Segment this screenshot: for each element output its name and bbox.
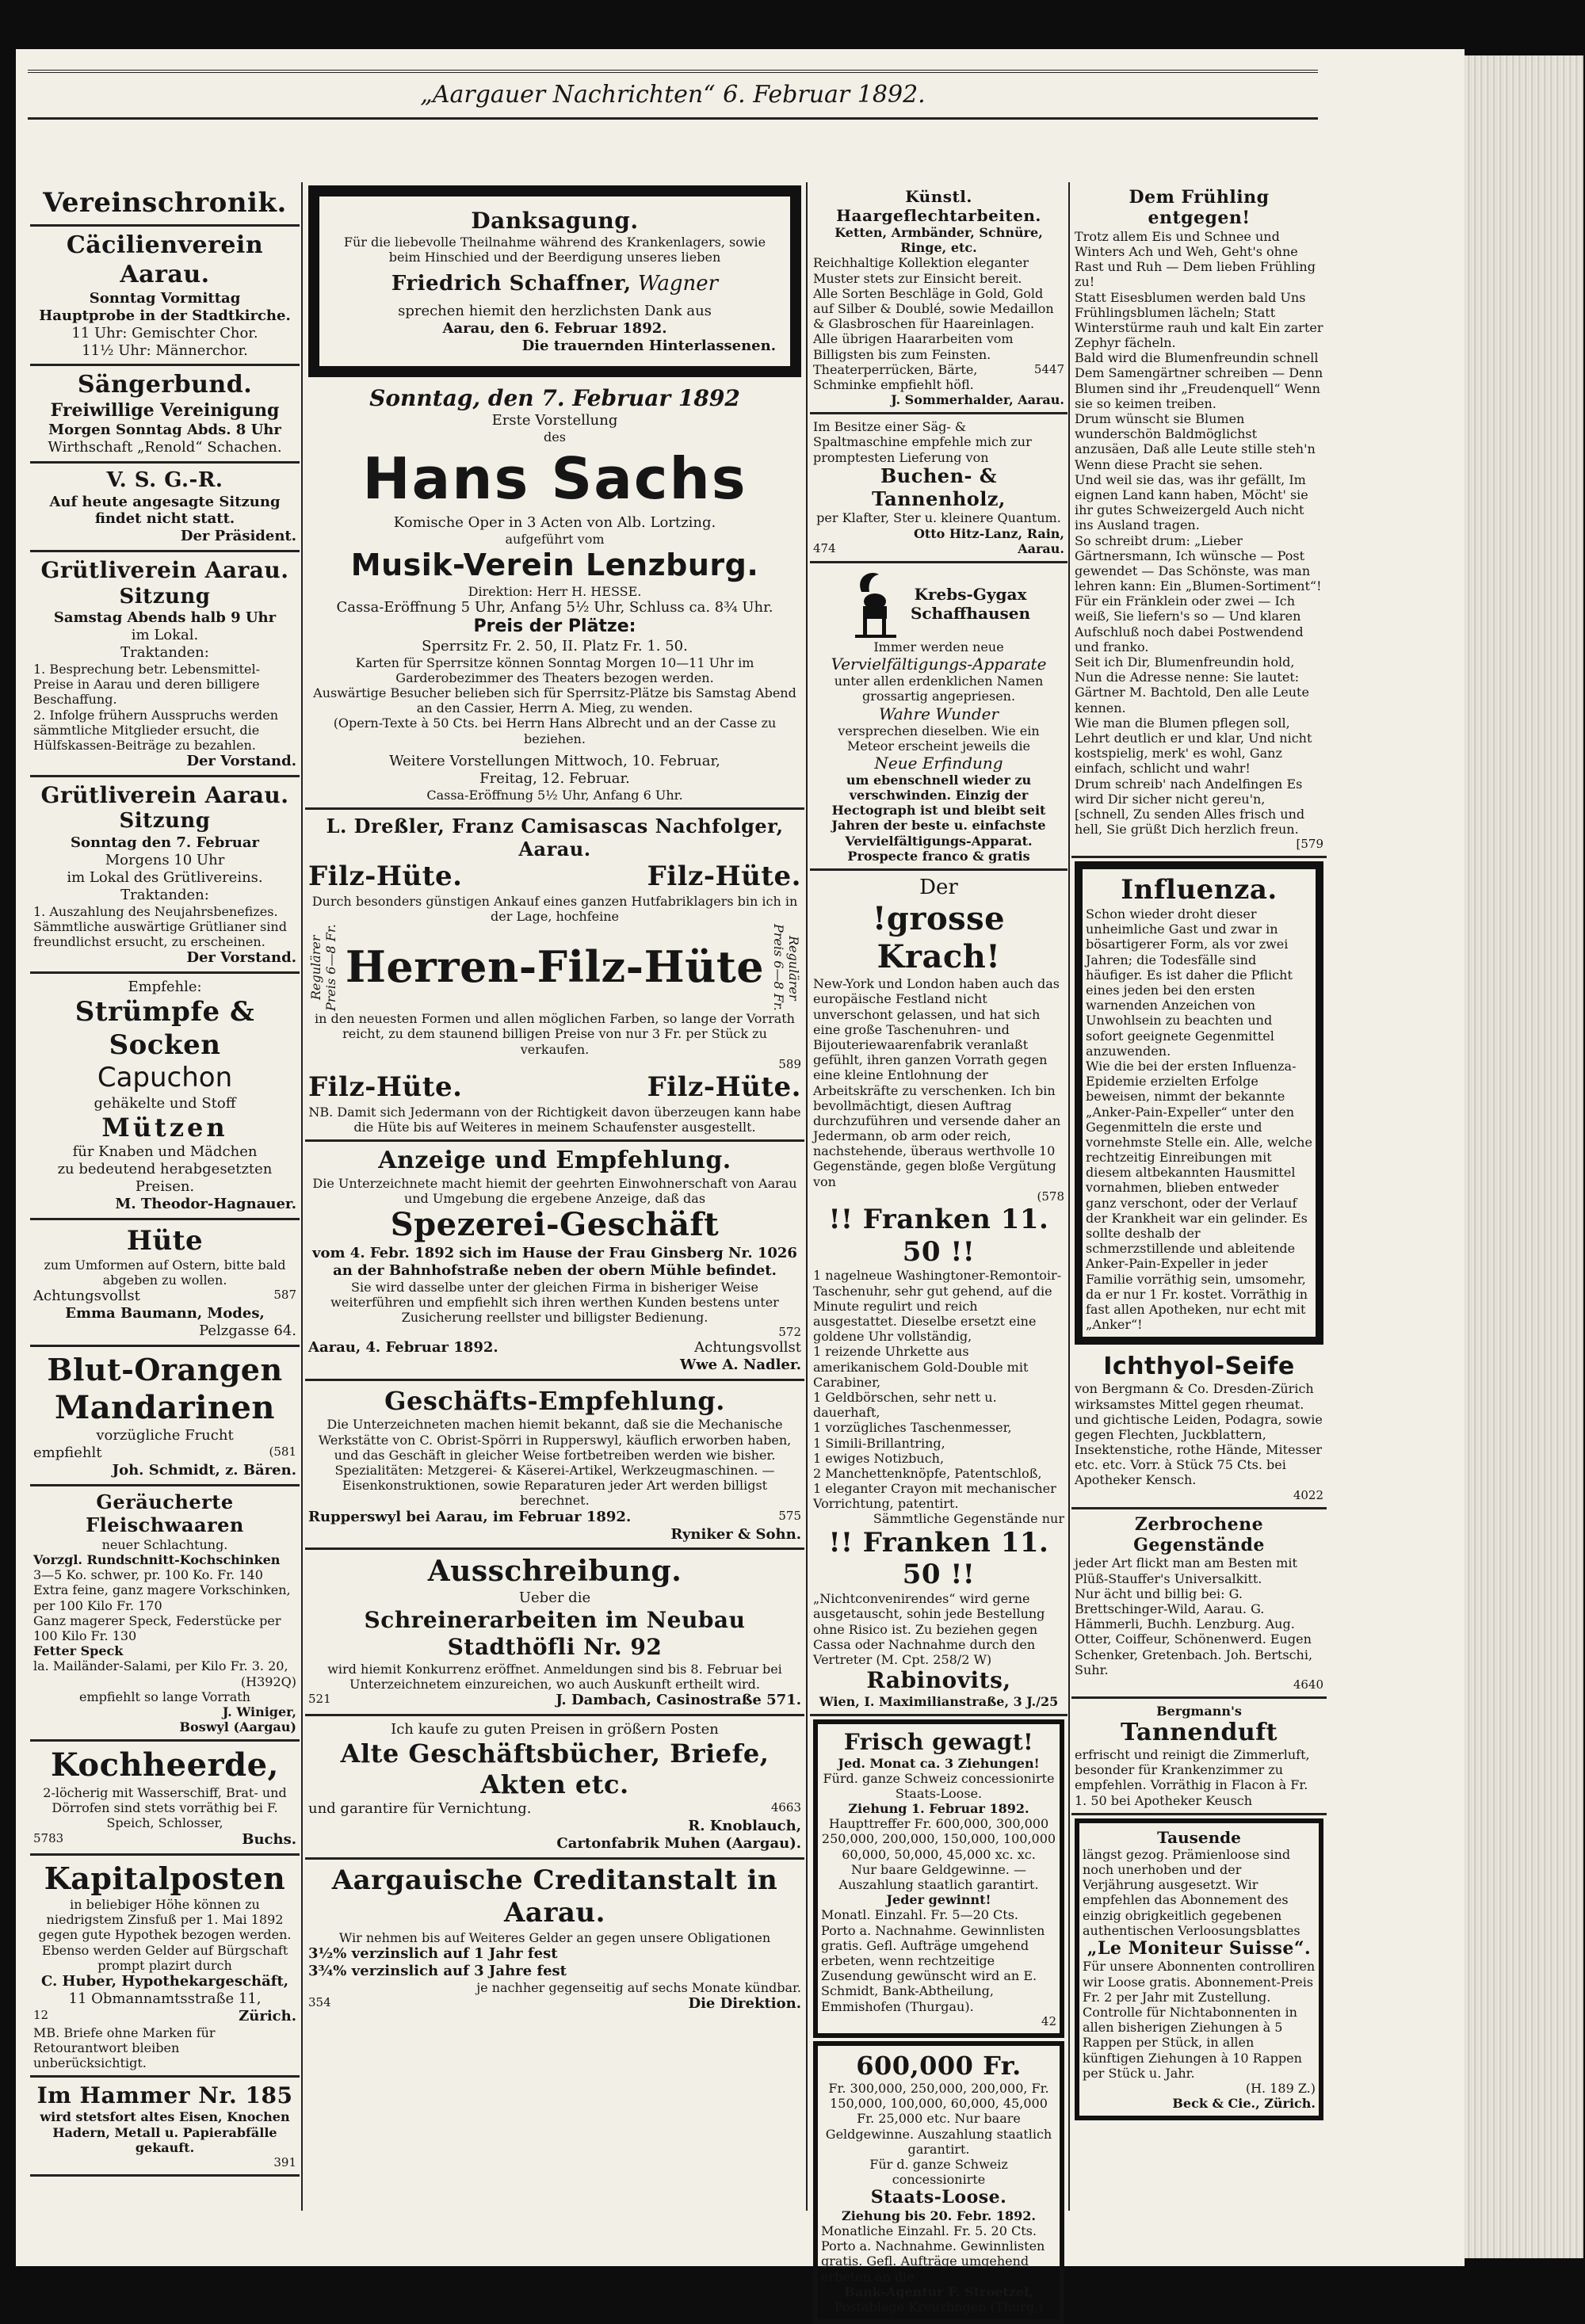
- ad-subtitle: Musik-Verein Lenzburg.: [350, 548, 759, 583]
- ad-line: um ebenschnell wieder zu verschwinden. Einzig der Hectograph ist und bleibt seit Jahren der beste u. einfachste Vervielfältigungs-Apparat. Prospecte franco & gratis: [831, 772, 1046, 864]
- price: !! Franken 11. 50 !!: [828, 1203, 1049, 1268]
- ad-title: Geschäfts-Empfehlung.: [384, 1386, 725, 1417]
- ad-number: 5783: [33, 1830, 64, 1845]
- poem-verse: Drum wünscht sie Blumen wunderschön Baldmöglichst anzusäen, Daß alle Leute stille steh'n Wenn diese Pracht sie sehen.: [1075, 411, 1316, 472]
- ad-line: Auswärtige Besucher belieben sich für Sperrsitz-Plätze bis Samstag Abend an den Cassier, Herrn A. Mieg, zu wenden.: [313, 685, 796, 716]
- ad-line: Zürich.: [239, 2007, 296, 2024]
- ad-line: 1 eleganter Crayon mit mechanischer Vorrichtung, patentirt.: [813, 1481, 1056, 1512]
- ad-line: Sitzung: [119, 584, 211, 609]
- ad-line: Spezialitäten: Metzgerei- & Käserei-Artikel, Werkzeugmaschinen. — Eisenkonstruktionen, sowie Reparaturen jeder Art werden billigst berechnet.: [334, 1462, 775, 1509]
- ad-line: Extra feine, ganz magere Vorkschinken, per 100 Kilo Fr. 170: [33, 1582, 291, 1613]
- ad-title: Mandarinen: [54, 1388, 276, 1426]
- ad-line: längst gezog. Prämienloose sind noch unerhoben und der Verjährung ausgesetzt. Wir empfehlen das Abonnement des einzig obrigkeitlich gegebenen authentischen Verloosungsblattes: [1083, 1846, 1300, 1938]
- ad-kapitalposten: [30, 1856, 300, 2078]
- ad-title: Zerbrochene Gegenstände: [1133, 1513, 1265, 1556]
- ad-huete: [30, 1220, 300, 1348]
- ad-line: Staats-Loose.: [870, 2187, 1007, 2208]
- ad-signature: C. Huber, Hypothekargeschäft,: [40, 1972, 289, 1990]
- ad-creditanstalt: [305, 1860, 804, 2017]
- ad-line: Wien, I. Maximilianstraße, 3 J./25: [819, 1693, 1059, 1709]
- ad-blutorangen: [30, 1347, 300, 1486]
- ad-title: Cäcilienverein Aarau.: [66, 231, 264, 289]
- ad-line: und garantire für Vernichtung.: [308, 1799, 532, 1817]
- header-title: „Aargauer Nachrichten“ 6. Februar 1892.: [420, 81, 926, 109]
- ad-line: vorzügliche Frucht: [96, 1427, 234, 1444]
- ad-line: Freitag, 12. Februar.: [479, 769, 630, 787]
- ad-line: Filz-Hüte.: [308, 861, 463, 893]
- ad-title: Ichthyol-Seife: [1103, 1353, 1295, 1381]
- ad-title: Danksagung.: [471, 208, 639, 234]
- ad-signature: M. Theodor-Hagnauer.: [115, 1195, 296, 1212]
- ad-title: Aargauische Creditanstalt in Aarau.: [331, 1864, 778, 1929]
- ad-line: 1 ewiges Notizbuch,: [813, 1450, 945, 1466]
- ad-line: Empfehle:: [128, 979, 202, 996]
- ad-line: Bergmann's: [1156, 1703, 1242, 1719]
- ad-600000-fr: [813, 2041, 1064, 2324]
- ad-line: Freiwillige Vereinigung: [50, 400, 280, 422]
- ad-number: 4640: [1293, 1677, 1323, 1692]
- ad-struempfe: [30, 974, 300, 1219]
- ad-line: wird hiemit Konkurrenz eröffnet. Anmeldungen sind bis 8. Februar bei Unterzeichnetem einzureichen, wo auch Auskunft ertheilt wird.: [327, 1661, 782, 1692]
- ad-line: Samstag Abends halb 9 Uhr: [53, 609, 277, 627]
- poem-verse: So schreibt drum: „Lieber Gärtnersmann, Ich wünsche — Post gewendet — Das Schönste, was man lehren kann: Ein „Blumen-Sortiment“!: [1075, 532, 1322, 594]
- ad-headline: Spezerei-Geschäft: [390, 1205, 720, 1243]
- ad-fleischwaaren: [30, 1486, 300, 1742]
- ad-line: in beliebiger Höhe können zu niedrigstem Zinsfuß per 1. Mai 1892 gegen gute Hypothek bezogen werden. Ebenso werden Gelder auf Bürgschaft prompt plazirt durch: [38, 1896, 292, 1973]
- ad-knoblauch: [305, 1716, 804, 1860]
- page-header: [28, 70, 1318, 120]
- ad-line: Filz-Hüte.: [647, 861, 801, 893]
- ad-line: Direktion: Herr H. HESSE.: [468, 583, 642, 599]
- ad-number: 589: [778, 1056, 801, 1071]
- ad-line: des: [544, 429, 566, 445]
- poem-verse: Bald wird die Blumenfreundin schnell Dem Samengärtner schreiben — Denn Blumen sind ihr „Freudenquell“ Wenn sie so keimen treiben.: [1075, 350, 1323, 411]
- ad-line: Aarau, den 6. Februar 1892.: [442, 320, 667, 338]
- ad-line: Vervielfältigungs-Apparate: [831, 654, 1047, 674]
- ad-line: Nur baare Geldgewinne. — Auszahlung staatlich garantirt.: [838, 1861, 1039, 1893]
- ad-title: Sängerbund.: [77, 371, 253, 399]
- ad-signature: Bank-Agentur F. Stroetzel,: [844, 2284, 1033, 2299]
- ad-signature: Der Präsident.: [180, 528, 296, 545]
- poem-verse: Trotz allem Eis und Schnee und Winters Ach und Weh, Geht's ohne Rast und Ruh — Dem lieben Frühling zu!: [1075, 228, 1316, 290]
- ad-geschaefts-empfehlung: [305, 1381, 804, 1550]
- ad-line: „Nichtconvenirendes“ wird gerne ausgetauscht, sohin jede Bestellung ohne Risico ist. Zu beziehen gegen Cassa oder Nachnahme durch den Vertreter (M. Cpt. 258/2 W): [813, 1591, 1045, 1667]
- ad-line: Monatl. Einzahl. Fr. 5—20 Cts. Porto a. Nachnahme. Gewinnlisten gratis. Gefl. Aufträge umgehend erbeten, wenn rechtzeitige Zusendung gewünscht wird an E. Schmidt, Bank-Abtheilung, Emmishofen (Thurgau).: [821, 1907, 1045, 2014]
- ad-line: für Knaben und Mädchen: [72, 1143, 258, 1160]
- ad-title: Künstl. Haargeflechtarbeiten.: [836, 187, 1041, 225]
- poem-verse: Für ein Fränklein oder zwei — Ich weiß, Sie liefern's so — Und klaren Aufschluß noch dabei Postwendend und franko.: [1075, 593, 1304, 654]
- ad-line: Rupperswyl bei Aarau, im Februar 1892.: [308, 1508, 632, 1525]
- ad-title: 600,000 Fr.: [856, 2050, 1022, 2081]
- ad-title: Geräucherte Fleischwaaren: [86, 1490, 244, 1537]
- ad-line: Pelzgasse 64.: [199, 1322, 296, 1340]
- ad-line: per Klafter, Ster u. kleinere Quantum.: [816, 510, 1061, 526]
- ad-line: Haupttreffer Fr. 600,000, 300,000 250,000, 200,000, 150,000, 100,000 60,000, 50,000, 45,000 xc. xc.: [821, 1816, 1056, 1862]
- event-date: Sonntag, den 7. Februar 1892: [369, 385, 740, 412]
- ad-number: 42: [1041, 2013, 1056, 2028]
- ad-line: Alle Sorten Beschläge in Gold, Gold auf Silber & Doublé, sowie Medaillon & Glasbroschen für Haareinlagen.: [813, 285, 1054, 332]
- ad-line: versprechen dieselben. Wie ein Meteor erscheint jeweils die: [838, 723, 1040, 754]
- ad-line: Komische Oper in 3 Acten von Alb. Lortzing.: [393, 514, 716, 532]
- ad-line: Sonntag Vormittag: [89, 289, 241, 307]
- ad-title: Frisch gewagt!: [843, 1728, 1034, 1755]
- ad-line: Immer werden neue: [873, 639, 1004, 654]
- company-city: Schaffhausen: [910, 603, 1031, 623]
- ad-line: Auf heute angesagte Sitzung findet nicht statt.: [49, 493, 281, 528]
- ad-line: Wahre Wunder: [878, 704, 999, 723]
- poem-verse: Statt Eisesblumen werden bald Uns Frühlingsblumen lächeln; Statt Winterstürme rauh und kalt Ein zarter Zephyr fächeln.: [1075, 289, 1323, 351]
- ad-line: Traktanden:: [120, 644, 209, 662]
- ad-signature: Die trauernden Hinterlassenen.: [521, 338, 776, 355]
- ad-line: Wie die bei der ersten Influenza-Epidemie erzielten Erfolge beweisen, nimmt der bekannte „Anker-Pain-Expeller“ unter den Gegenmitteln die erste und vornehmste Stelle ein. Alle, welche rechtzeitig Einreibungen mit diesem altbekannten Hausmittel vornahmen, blieben entweder ganz verschont, oder der Verlauf der Krankheit war ein gelinder. Es sollte deshalb der schmerzstillende und ableitende Anker-Pain-Expeller in jeder Familie vorräthig sein, umsomehr, da er nur 1 Fr. kostet. Vorräthig in fast allen Apotheken, nur echt mit „Anker“!: [1086, 1058, 1312, 1333]
- ad-line: Sperrsitz Fr. 2. 50, II. Platz Fr. 1. 50.: [422, 637, 688, 654]
- ad-danksagung: [308, 185, 801, 377]
- ad-gruetliverein-1: [30, 552, 300, 777]
- ad-line: 2-löcherig mit Wasserschiff, Brat- und Dörrofen sind stets vorräthig bei F. Speich, Schlosser,: [43, 1785, 287, 1831]
- ad-line: la. Mailänder-Salami, per Kilo Fr. 3. 20,: [33, 1658, 288, 1674]
- ad-line: unter allen erdenklichen Namen grossartig angepriesen.: [834, 674, 1044, 704]
- ad-number: (578: [1037, 1189, 1064, 1204]
- ad-line: Für d. ganze Schweiz concessionirte: [869, 2157, 1008, 2188]
- ad-line: Sitzung: [119, 809, 211, 834]
- ad-signature: J. Winiger,: [222, 1704, 296, 1719]
- ad-moniteur-suisse: [1075, 1818, 1323, 2120]
- ad-line: Cassa-Eröffnung 5 Uhr, Anfang 5½ Uhr, Schluss ca. 8¾ Uhr.: [336, 598, 773, 616]
- ad-hammer: [30, 2078, 300, 2177]
- ad-line: 1. Auszahlung des Neujahrsbenefizes. Sämmtliche auswärtige Grütlianer sind freundlichst ersucht, zu erscheinen.: [33, 903, 287, 950]
- ad-line: Vorzgl. Rundschnitt-Kochschinken: [33, 1552, 281, 1568]
- ad-line: Ganz magerer Speck, Federstücke per 100 Kilo Fr. 130: [33, 1612, 281, 1643]
- ad-line: (H. 189 Z.): [1245, 2080, 1316, 2096]
- ad-title: Ausschreibung.: [427, 1555, 682, 1589]
- ad-line: empfiehlt so lange Vorrath: [79, 1689, 250, 1704]
- ad-line: 1 vorzügliches Taschenmesser,: [813, 1420, 1012, 1436]
- ad-line: Durch besonders günstigen Ankauf eines ganzen Hutfabriklagers bin ich in der Lage, hochfeine: [311, 893, 798, 925]
- ad-number: 391: [273, 2155, 296, 2170]
- ad-line: Filz-Hüte.: [308, 1071, 463, 1104]
- deceased-name: Friedrich Schaffner,: [391, 271, 632, 296]
- ad-line: Sämmtliche Gegenstände nur: [873, 1511, 1064, 1527]
- ad-line: 1 Geldbörschen, sehr nett u. dauerhaft,: [813, 1389, 997, 1421]
- ad-line: MB. Briefe ohne Marken für Retourantwort bleiben unberücksichtigt.: [33, 2024, 216, 2071]
- ad-line: Morgens 10 Uhr: [105, 852, 225, 869]
- ad-title: Kapitalposten: [44, 1860, 286, 1896]
- ad-number: 4663: [770, 1799, 801, 1815]
- ad-line: Buchs.: [242, 1830, 296, 1848]
- ad-headline: Herren-Filz-Hüte: [345, 941, 765, 993]
- ad-number: 521: [308, 1692, 331, 1706]
- ad-gruetliverein-2: [30, 777, 300, 974]
- ad-line: Erste Vorstellung: [491, 412, 618, 429]
- ad-influenza: [1075, 861, 1323, 1345]
- ad-line: New-York und London haben auch das europäische Festland nicht unverschont gelassen, und hat sich eine große Taschenuhren- und Bijouteriewaarenfabrik veranlaßt gefühlt, ihren ganzen Vorrath gegen eine kleine Entlohnung der Arbeitskräfte zu verschenken. Ich bin bevollmächtigt, diesen Auftrag durchzuführen und versende daher an Jedermann, ob arm oder reich, nachstehende, überaus werthvolle 10 Gegenstände, gegen bloße Vergütung von: [813, 976, 1061, 1189]
- poem-verse: Drum schreib' nach Andelfingen Es wird Dir sicher nicht gereu'n, [schnell, Zu senden Alles frisch und hell, Sie grüßt Dich herzlich freun.: [1075, 776, 1305, 838]
- ad-line: Für die liebevolle Theilnahme während des Krankenlagers, sowie beim Hinschied und der Beerdigung unseres lieben: [343, 235, 766, 265]
- ad-title: Kochheerde,: [51, 1746, 279, 1784]
- ad-headline: Alte Geschäftsbücher, Briefe, Akten etc.: [340, 1738, 770, 1799]
- ad-caecilienverein: [30, 227, 300, 366]
- ad-vsgr: [30, 464, 300, 553]
- company-name: Krebs-Gygax: [914, 584, 1027, 604]
- ad-signature: Rabinovits,: [866, 1667, 1011, 1694]
- ad-number: 474: [813, 540, 836, 555]
- ad-signature: Joh. Schmidt, z. Bären.: [112, 1462, 296, 1479]
- ibex-logo-icon: [847, 568, 903, 639]
- ad-signature: J. Sommerhalder, Aarau.: [891, 392, 1064, 408]
- ad-line: zu bedeutend herabgesetzten Preisen.: [57, 1160, 273, 1195]
- ad-line: Wir nehmen bis auf Weiteres Gelder an gegen unsere Obligationen: [338, 1929, 771, 1945]
- ad-ichthyol-seife: [1071, 1348, 1327, 1509]
- ad-headline: Buchen- & Tannenholz,: [872, 464, 1006, 510]
- ad-line: Der: [919, 876, 958, 900]
- ad-hans-sachs: [305, 380, 804, 810]
- column-2: [305, 182, 804, 2227]
- ad-number: 354: [308, 1995, 331, 2010]
- column-rule: [806, 182, 808, 2211]
- ad-line: neuer Schlachtung.: [101, 1536, 228, 1552]
- ad-line: 1 Simili-Brillantring,: [813, 1435, 945, 1451]
- column-4: [1071, 182, 1327, 2227]
- ad-line: jeder Art flickt man am Besten mit Plüß-Stauffer's Universalkitt.: [1075, 1555, 1297, 1586]
- ad-number: 587: [273, 1288, 296, 1303]
- price-note: Regulärer Preis 6—8 Fr.: [308, 924, 339, 1012]
- ad-tannenduft: [1071, 1699, 1327, 1815]
- page-stack-edge: [1465, 55, 1583, 2258]
- column-rule: [1068, 182, 1070, 2211]
- ad-line: Fetter Speck: [33, 1643, 124, 1659]
- ad-line: Nur ächt und billig bei: G. Brettschinger-Wild, Aarau. G. Hämmerli, Buchh. Lenzburg. Aug. Otter, Coiffeur, Schönenwerd. Eugen Schenker, Gretenbach. Joh. Bertschi, Suhr.: [1075, 1586, 1313, 1677]
- ad-number: (581: [269, 1444, 296, 1460]
- ad-line: Postablage Kreuzlingen (Thurg.): [834, 2299, 1044, 2314]
- ad-title: Strümpfe & Socken: [74, 996, 255, 1061]
- ad-line: NB. Damit sich Jedermann von der Richtigkeit davon überzeugen kann habe die Hüte bis auf Weiteres in meinem Schaufenster ausgestellt.: [308, 1104, 801, 1135]
- ad-line: wird stetsfort altes Eisen, Knochen Hadern, Metall u. Papierabfälle gekauft.: [40, 2109, 290, 2155]
- ad-title: Hüte: [126, 1224, 204, 1257]
- ad-signature: Der Vorstand.: [186, 949, 296, 967]
- ad-line: 1 nagelneue Washingtoner-Remontoir-Taschenuhr, sehr gut gehend, auf die Minute regulirt und reich ausgestattet. Dieselbe ersetzt eine goldene Uhr vollständig,: [813, 1268, 1062, 1345]
- ad-line: Jed. Monat ca. 3 Ziehungen!: [838, 1755, 1040, 1771]
- ad-signature: Otto Hitz-Lanz, Rain,: [913, 525, 1064, 541]
- price-note: Regulärer Preis 6—8 Fr.: [770, 924, 801, 1012]
- poem-verse: Und weil sie das, was ihr gefällt, Im eignen Land kann haben, Möcht' sie ihr gutes Schweizergeld Auch nicht ins Ausland tragen.: [1075, 471, 1308, 533]
- ad-signature: Der Vorstand.: [186, 753, 296, 770]
- ad-line: Aarau, 4. Februar 1892.: [308, 1339, 498, 1357]
- ad-line: 3¾% verzinslich auf 3 Jahre fest: [308, 1962, 567, 1979]
- ad-line: in den neuesten Formen und allen möglichen Farben, so lange der Vorrath reicht, zu dem staunend billigen Preise von nur 3 Fr. per Stück zu verkaufen.: [315, 1011, 795, 1057]
- ad-line: Reichhaltige Kollektion eleganter Muster stets zur Einsicht bereit.: [813, 255, 1029, 286]
- column-3: [810, 182, 1067, 2314]
- ad-line: Traktanden:: [120, 886, 209, 903]
- ad-kochherde: [30, 1742, 300, 1855]
- ad-line: 11½ Uhr: Männerchor.: [82, 342, 248, 359]
- ad-line: Cassa-Eröffnung 5½ Uhr, Anfang 6 Uhr.: [426, 787, 683, 803]
- ad-line: 3—5 Ko. schwer, pr. 100 Ko. Fr. 140: [33, 1567, 263, 1583]
- ad-haargeflecht: [810, 182, 1067, 414]
- ad-line: Jeder gewinnt!: [886, 1892, 991, 1908]
- ad-line: gehäkelte und Stoff: [94, 1094, 236, 1112]
- ad-line: Schon wieder droht dieser unheimliche Gast und zwar in bösartigerer Form, als vor zwei Jahren; die Todesfälle sind häufiger. Es ist daher die Pflicht eines jeden bei den ersten warnenden Anzeichen von Unwohlsein zu beachten und sofort geeignete Gegenmittel anzuwenden.: [1086, 906, 1293, 1059]
- ad-title: Dem Frühling entgegen!: [1129, 187, 1270, 229]
- ad-line: Theaterperrücken, Bärte, Schminke empfiehlt höfl.: [813, 361, 978, 392]
- ad-line: Fr. 300,000, 250,000, 200,000, Fr. 150,000, 100,000, 60,000, 45,000 Fr. 25,000 etc. Nur baare Geldgewinne. Auszahlung staatlich garantirt.: [825, 2081, 1052, 2157]
- ad-krebs-gygax: [810, 563, 1067, 871]
- ad-signature: Ryniker & Sohn.: [670, 1525, 801, 1543]
- ad-line: 3½% verzinslich auf 1 Jahr fest: [308, 1944, 558, 1962]
- ad-dressler-huete: [305, 810, 804, 1142]
- ad-line: 11 Uhr: Gemischter Chor.: [71, 324, 258, 342]
- ad-signature: Wwe A. Nadler.: [679, 1357, 801, 1374]
- ad-line: Hauptprobe in der Stadtkirche.: [39, 307, 291, 324]
- ad-signature: Beck & Cie., Zürich.: [1172, 2096, 1316, 2112]
- ad-fruehling: [1071, 182, 1327, 858]
- deceased-occupation: Wagner: [637, 271, 719, 296]
- ad-line: Ich kaufe zu guten Preisen in größern Posten: [391, 1720, 719, 1738]
- ad-signature: J. Dambach, Casinostraße 571.: [556, 1692, 801, 1708]
- column-1: [30, 182, 300, 2227]
- ad-line: Sie wird dasselbe unter der gleichen Firma in bisheriger Weise weiterführen und empfiehlt sich ihren werthen Kunden bestens unter Zusicherung reellster und billigster Bedienung.: [330, 1279, 779, 1325]
- ad-number: [579: [1296, 837, 1323, 852]
- ad-line: Neue Erfindung: [874, 753, 1003, 773]
- ad-title: V. S. G.-R.: [106, 467, 223, 492]
- ad-line: Ueber die: [518, 1589, 591, 1607]
- ad-signature: R. Knoblauch,: [688, 1817, 801, 1834]
- ad-line: sprechen hiemit den herzlichsten Dank aus: [398, 303, 712, 320]
- ad-title: Hans Sachs: [362, 445, 747, 513]
- ad-line: von Bergmann & Co. Dresden-Zürich wirksamstes Mittel gegen rheumat. und gichtische Leiden, Podagra, sowie gegen Flechten, Juckblattern, Insektenstiche, rothe Hände, Mitesser etc. etc. Vorr. à Stück 75 Cts. bei Apotheker Kensch.: [1075, 1381, 1323, 1488]
- price: !! Franken 11. 50 !!: [828, 1526, 1049, 1591]
- ad-line: im Lokal.: [131, 627, 199, 644]
- ad-line: Achtungsvollst: [694, 1339, 801, 1357]
- ad-line: Wirthschaft „Renold“ Schachen.: [48, 438, 282, 456]
- ad-line: vom 4. Febr. 1892 sich im Hause der Frau Ginsberg Nr. 1026 an der Bahnhofstraße neben der obern Mühle befindet.: [312, 1244, 797, 1279]
- ad-line: Boswyl (Aargau): [179, 1719, 296, 1735]
- ad-line: (H392Q): [240, 1673, 296, 1689]
- ad-line: zum Umformen auf Ostern, bitte bald abgeben zu wollen.: [44, 1257, 286, 1288]
- ad-line: Aarau.: [1018, 540, 1064, 556]
- ad-line: (Opern-Texte à 50 Cts. bei Herrn Hans Albrecht und an der Casse zu beziehen.: [333, 716, 777, 746]
- ad-ausschreibung: [305, 1550, 804, 1716]
- ad-line: Mützen: [101, 1112, 228, 1143]
- ad-number: 12: [33, 2007, 49, 2022]
- ad-line: Alle übrigen Haararbeiten vom Billigsten bis zum Feinsten.: [813, 331, 1014, 362]
- ad-headline: !grosse Krach!: [872, 900, 1006, 976]
- ad-saengerbund: [30, 366, 300, 463]
- ad-title: Grütliverein Aarau.: [40, 557, 289, 584]
- ad-line: Morgen Sonntag Abds. 8 Uhr: [48, 421, 281, 438]
- ad-line: 1. Besprechung betr. Lebensmittel-Preise in Aarau und deren billigere Beschaffung.: [33, 662, 261, 708]
- ad-title: „Le Moniteur Suisse“.: [1087, 1937, 1312, 1959]
- ad-line: 2. Infolge frühern Ausspruchs werden sämmtliche Mitglieder ersucht, die Hülfskassen-Beiträge zu bezahlen.: [33, 707, 278, 754]
- ad-frisch-gewagt: [813, 1719, 1064, 2038]
- poem-verse: Wie man die Blumen pflegen soll, Lehrt deutlich er und klar, Und nicht kostspielig, merk' es wohl, Ganz einfach, schlicht und wahr!: [1075, 715, 1312, 777]
- ad-saegemaschine: [810, 414, 1067, 563]
- ad-title: Tannenduft: [1121, 1719, 1278, 1747]
- ad-grosse-krach: [810, 871, 1067, 1716]
- ad-title: Anzeige und Empfehlung.: [378, 1146, 731, 1174]
- ad-line: Im Besitze einer Säg- & Spaltmaschine empfehle mich zur promptesten Lieferung von: [813, 419, 1032, 465]
- ad-line: Ziehung bis 20. Febr. 1892.: [842, 2208, 1036, 2223]
- ad-line: Ziehung 1. Februar 1892.: [848, 1801, 1029, 1817]
- ad-line: im Lokal des Grütlivereins.: [67, 868, 263, 886]
- ad-number: 575: [778, 1508, 801, 1523]
- ad-line: 11 Obmannamtsstraße 11,: [68, 1990, 262, 2007]
- ad-line: je nachher gegenseitig auf sechs Monate kündbar.: [476, 1979, 801, 1995]
- ad-title: Blut-Orangen: [47, 1352, 283, 1388]
- ad-vereinschronik: [30, 182, 300, 227]
- ad-line: 1 reizende Uhrkette aus amerikanischem Gold-Double mit Carabiner,: [813, 1344, 1029, 1390]
- ad-headline: Schreinerarbeiten im Neubau Stadthöfli Nr. 92: [364, 1607, 746, 1661]
- ad-line: Fürd. ganze Schweiz concessionirte Staats-Loose.: [823, 1770, 1055, 1801]
- column-rule: [301, 182, 303, 2211]
- ad-line: Sonntag den 7. Februar: [70, 834, 259, 852]
- ad-line: Achtungsvollst: [33, 1288, 140, 1305]
- ad-line: Für unsere Abonnenten controlliren wir Loose gratis. Abonnement-Preis Fr. 2 per Jahr mit Zustellung. Controlle für Nichtabonnenten in allen bisherigen Ziehungen à 5 Rappen per Stück, in allen künftigen Ziehungen à 10 Rappen per Stück u. Jahr.: [1083, 1959, 1316, 2081]
- ad-title: Grütliverein Aarau.: [40, 782, 289, 809]
- ad-title: Im Hammer Nr. 185: [36, 2082, 293, 2109]
- ad-line: aufgeführt vom: [505, 532, 605, 548]
- ad-title: Influenza.: [1121, 874, 1278, 906]
- ad-signature: Emma Baumann, Modes,: [65, 1305, 265, 1322]
- section-title: Vereinschronik.: [43, 187, 287, 219]
- ad-signature: Die Direktion.: [688, 1995, 801, 2013]
- ad-line: Weitere Vorstellungen Mittwoch, 10. Februar,: [389, 752, 720, 769]
- ad-number: 4022: [1293, 1487, 1323, 1502]
- ad-line: empfiehlt: [33, 1444, 102, 1462]
- ad-line: Monatliche Einzahl. Fr. 5. 20 Cts. Porto a. Nachnahme. Gewinnlisten gratis. Gefl. Aufträge umgehend erbeten an die: [821, 2223, 1045, 2284]
- ad-anzeige-empfehlung: [305, 1142, 804, 1381]
- ad-line: Capuchon: [97, 1062, 233, 1094]
- ad-line: Ketten, Armbänder, Schnüre, Ringe, etc.: [835, 225, 1043, 256]
- ad-line: Karten für Sperrsitze können Sonntag Morgen 10—11 Uhr im Garderobezimmer des Theaters bezogen werden.: [355, 654, 754, 685]
- ad-line: 2 Manchettenknöpfe, Patentschloß,: [813, 1465, 1042, 1481]
- ad-line: Die Unterzeichneten machen hiemit bekannt, daß sie die Mechanische Werkstätte von C. Obrist-Spörri in Rupperswyl, käuflich erworben haben, und das Geschäft in gleicher Weise fortbetreiben werden wie bisher.: [318, 1417, 792, 1463]
- ad-number: 5447: [1033, 361, 1064, 376]
- ad-line: erfrischt und reinigt die Zimmerluft, besonder für Krankenzimmer zu empfehlen. Vorräthig in Flacon à Fr. 1. 50 bei Apotheker Keusch: [1075, 1747, 1310, 1808]
- ad-zerbrochene-gegenstaende: [1071, 1509, 1327, 1699]
- ad-line: Tausende: [1157, 1827, 1241, 1847]
- ad-line: Cartonfabrik Muhen (Aargau).: [556, 1834, 801, 1852]
- ad-number: 572: [778, 1325, 801, 1340]
- ad-line: Filz-Hüte.: [647, 1071, 801, 1104]
- ad-line: Die Unterzeichnete macht hiemit der geehrten Einwohnerschaft von Aarau und Umgebung die ergebene Anzeige, daß das: [312, 1175, 797, 1206]
- ad-line: Preis der Plätze:: [473, 616, 636, 636]
- ad-title: L. Dreßler, Franz Camisascas Nachfolger, Aarau.: [326, 814, 784, 861]
- poem-verse: Seit ich Dir, Blumenfreundin hold, Nun die Adresse nenne: Sie lautet: Gärtner M. Bachtold, Den alle Leute kennen.: [1075, 654, 1309, 716]
